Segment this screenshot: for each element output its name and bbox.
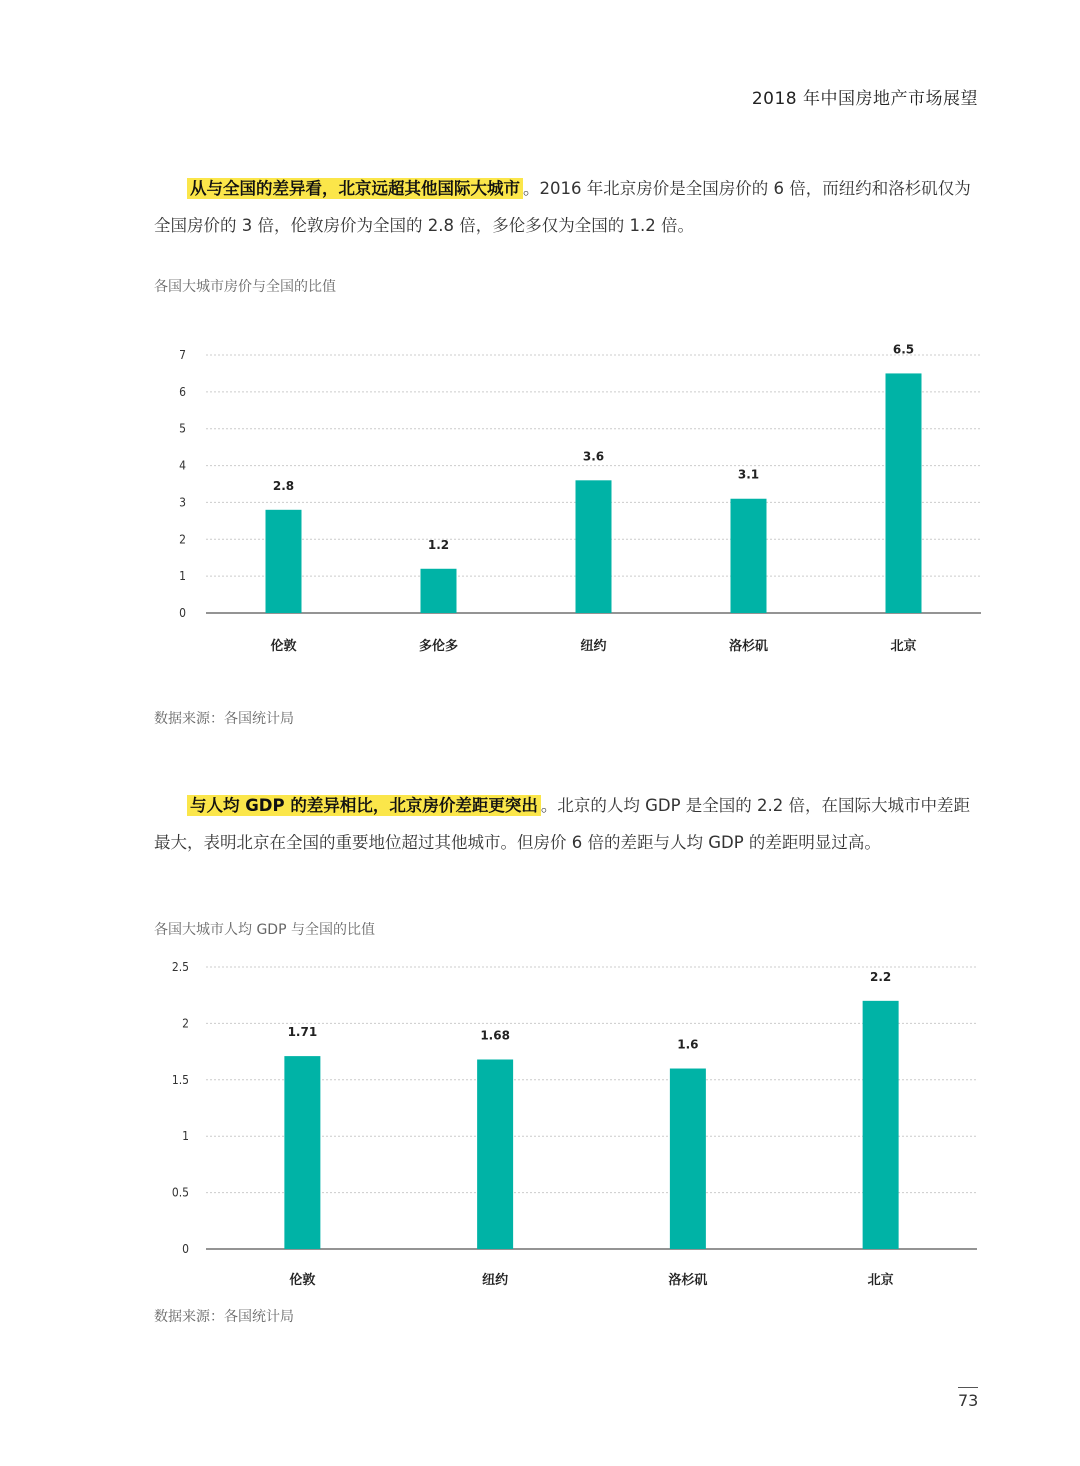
paragraph-2-text: 。北京的人均 GDP 是全国的 2.2 倍，在国际大城市中差距最大，表明北京在全国的重要地位超过其他城市。但房价 6 倍的差距与人均 GDP 的差距明显过高。 xyxy=(154,796,970,852)
report-title: 2018 年中国房地产市场展望 xyxy=(751,89,978,109)
chart-2 xyxy=(0,950,1000,1295)
chart-1 xyxy=(0,330,1000,670)
page-number-rule xyxy=(958,1387,978,1388)
data-label: 2.8 xyxy=(272,478,295,493)
bar xyxy=(266,510,302,613)
y-tick-label: 1 xyxy=(182,1129,189,1144)
highlight-1: 从与全国的差异看，北京远超其他国际大城市 xyxy=(187,178,523,199)
source-1: 数据来源：各国统计局 xyxy=(154,711,294,727)
category-label: 纽约 xyxy=(482,1273,509,1288)
bar xyxy=(670,1069,706,1249)
data-label: 6.5 xyxy=(892,342,915,357)
source-2: 数据来源：各国统计局 xyxy=(154,1309,294,1325)
data-label: 1.68 xyxy=(480,1028,510,1043)
data-label: 1.2 xyxy=(427,537,450,552)
y-tick-label: 7 xyxy=(179,348,186,362)
data-label: 2.2 xyxy=(869,969,892,984)
y-tick-label: 6 xyxy=(179,384,186,399)
y-tick-label: 2 xyxy=(182,1016,189,1031)
data-label: 3.6 xyxy=(582,449,605,464)
chart-1-title: 各国大城市房价与全国的比值 xyxy=(154,279,336,295)
category-label: 伦敦 xyxy=(270,639,297,654)
y-tick-label: 0 xyxy=(179,606,186,620)
bar xyxy=(421,569,457,613)
y-tick-label: 0.5 xyxy=(171,1185,189,1200)
bar xyxy=(576,480,612,613)
category-label: 北京 xyxy=(890,639,917,654)
bar xyxy=(863,1001,899,1249)
page-number: 73 xyxy=(958,1391,979,1410)
y-tick-label: 2 xyxy=(179,532,186,547)
data-label: 3.1 xyxy=(737,467,760,482)
bar xyxy=(886,373,922,613)
y-tick-label: 5 xyxy=(179,421,186,436)
y-tick-label: 1.5 xyxy=(171,1072,189,1087)
category-label: 洛杉矶 xyxy=(668,1273,708,1288)
paragraph-2 xyxy=(154,787,980,861)
y-tick-label: 1 xyxy=(179,569,186,584)
bar xyxy=(731,499,767,613)
bar xyxy=(477,1059,513,1249)
category-label: 北京 xyxy=(867,1273,894,1288)
paragraph-1 xyxy=(154,170,980,244)
category-label: 洛杉矶 xyxy=(728,639,769,654)
data-label: 1.71 xyxy=(287,1025,318,1040)
category-label: 纽约 xyxy=(580,639,607,654)
chart-2-title: 各国大城市人均 GDP 与全国的比值 xyxy=(154,922,375,938)
category-label: 伦敦 xyxy=(289,1273,316,1288)
paragraph-1-text: 。2016 年北京房价是全国房价的 6 倍，而纽约和洛杉矶仅为全国房价的 3 倍，伦敦房价为全国的 2.8 倍，多伦多仅为全国的 1.2 倍。 xyxy=(154,179,971,235)
y-tick-label: 3 xyxy=(179,495,186,510)
highlight-2: 与人均 GDP 的差异相比，北京房价差距更突出 xyxy=(187,795,541,816)
category-label: 多伦多 xyxy=(418,639,459,654)
data-label: 1.6 xyxy=(677,1037,699,1052)
y-tick-label: 2.5 xyxy=(171,960,189,974)
y-tick-label: 0 xyxy=(182,1242,189,1256)
y-tick-label: 4 xyxy=(179,458,186,473)
bar xyxy=(284,1056,320,1249)
